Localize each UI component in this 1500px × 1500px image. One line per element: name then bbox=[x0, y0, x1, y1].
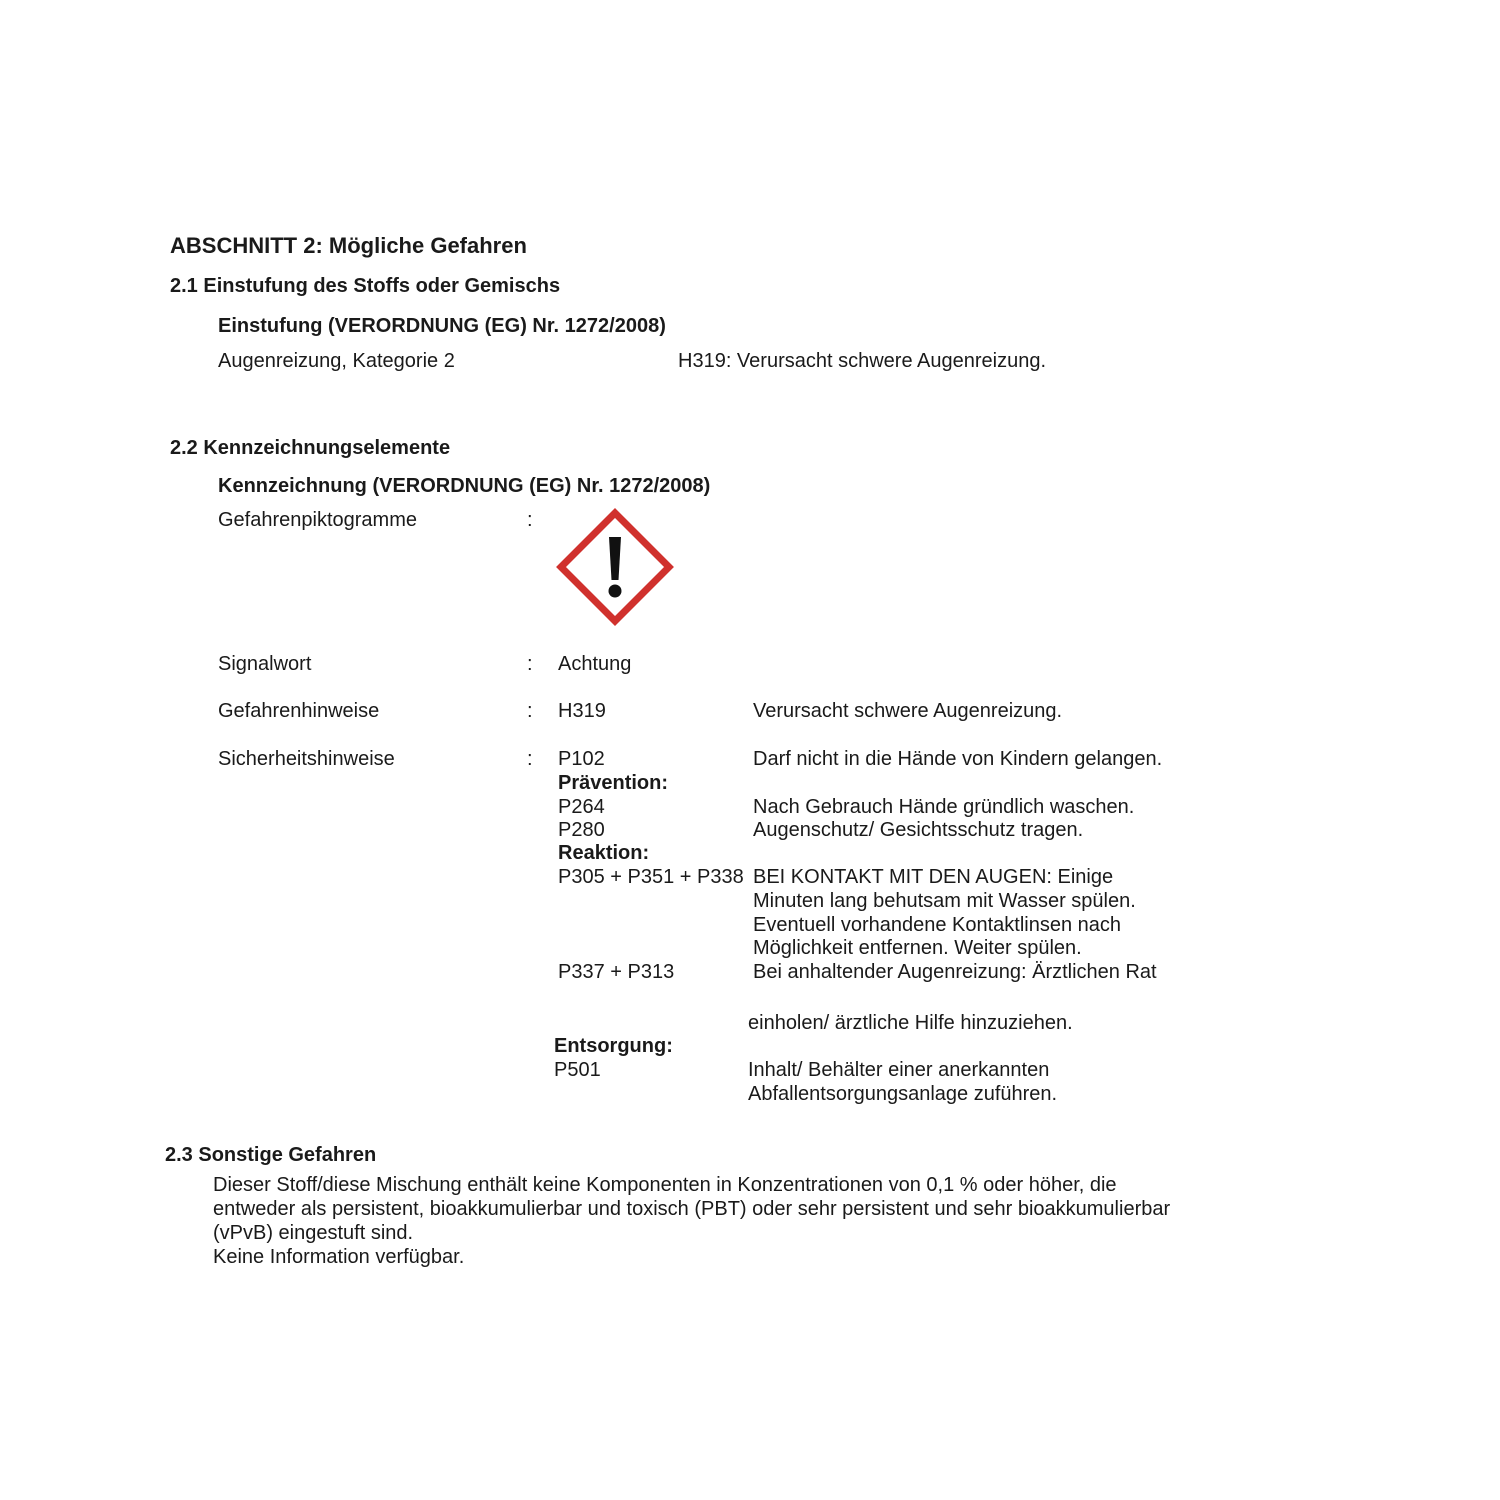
pictogram-label: Gefahrenpiktogramme bbox=[218, 509, 417, 531]
p501-text-line: Abfallentsorgungsanlage zuführen. bbox=[748, 1083, 1058, 1105]
heading-2-3: 2.3 Sonstige Gefahren bbox=[165, 1144, 377, 1166]
p305-text-line: Möglichkeit entfernen. Weiter spülen. bbox=[753, 937, 1082, 959]
heading-2-1: 2.1 Einstufung des Stoffs oder Gemischs bbox=[170, 275, 561, 297]
p280-text: Augenschutz/ Gesichtsschutz tragen. bbox=[753, 819, 1084, 841]
signal-word-value: Achtung bbox=[558, 653, 632, 675]
p305-code: P305 + P351 + P338 bbox=[558, 866, 744, 888]
p305-text-line: Eventuell vorhandene Kontaktlinsen nach bbox=[753, 914, 1122, 936]
other-hazards-line: entweder als persistent, bioakkumulierbar und toxisch (PBT) oder sehr persistent und sehr bioakkumulierbar bbox=[213, 1198, 1171, 1220]
section-title: ABSCHNITT 2: Mögliche Gefahren bbox=[170, 233, 527, 258]
p102-text: Darf nicht in die Hände von Kindern gelangen. bbox=[753, 748, 1163, 770]
reaction-heading: Reaktion: bbox=[558, 842, 650, 864]
p280-code: P280 bbox=[558, 819, 605, 841]
labelling-subheading: Kennzeichnung (VERORDNUNG (EG) Nr. 1272/2008) bbox=[218, 475, 711, 497]
hazard-statements-label: Gefahrenhinweise bbox=[218, 700, 380, 722]
other-hazards-line: (vPvB) eingestuft sind. bbox=[213, 1222, 414, 1244]
p264-text: Nach Gebrauch Hände gründlich waschen. bbox=[753, 796, 1135, 818]
precautionary-statements-label: Sicherheitshinweise bbox=[218, 748, 395, 770]
classification-subheading: Einstufung (VERORDNUNG (EG) Nr. 1272/2008) bbox=[218, 315, 666, 337]
p501-code: P501 bbox=[554, 1059, 601, 1081]
p337-text-line: einholen/ ärztliche Hilfe hinzuziehen. bbox=[748, 1012, 1073, 1034]
pictogram-colon: : bbox=[527, 509, 533, 531]
p305-text-line: Minuten lang behutsam mit Wasser spülen. bbox=[753, 890, 1136, 912]
precautionary-statements-colon: : bbox=[527, 748, 533, 770]
p337-code: P337 + P313 bbox=[558, 961, 675, 983]
hazard-text: Verursacht schwere Augenreizung. bbox=[753, 700, 1063, 722]
p264-code: P264 bbox=[558, 796, 605, 818]
other-hazards-line: Keine Information verfügbar. bbox=[213, 1246, 465, 1268]
signal-word-label: Signalwort bbox=[218, 653, 312, 675]
signal-word-colon: : bbox=[527, 653, 533, 675]
hazard-code: H319 bbox=[558, 700, 606, 722]
classification-value: H319: Verursacht schwere Augenreizung. bbox=[678, 350, 1046, 372]
p305-text-line: BEI KONTAKT MIT DEN AUGEN: Einige bbox=[753, 866, 1114, 888]
hazard-statements-colon: : bbox=[527, 700, 533, 722]
p337-text-line: Bei anhaltender Augenreizung: Ärztlichen Rat bbox=[753, 961, 1157, 983]
heading-2-2: 2.2 Kennzeichnungselemente bbox=[170, 437, 451, 459]
exclamation-mark-diamond-icon bbox=[555, 507, 675, 627]
p102-code: P102 bbox=[558, 748, 605, 770]
disposal-heading: Entsorgung: bbox=[554, 1035, 673, 1057]
classification-label: Augenreizung, Kategorie 2 bbox=[218, 350, 455, 372]
p501-text-line: Inhalt/ Behälter einer anerkannten bbox=[748, 1059, 1050, 1081]
other-hazards-line: Dieser Stoff/diese Mischung enthält keine Komponenten in Konzentrationen von 0,1 % oder höher, die bbox=[213, 1174, 1117, 1196]
prevention-heading: Prävention: bbox=[558, 772, 669, 794]
